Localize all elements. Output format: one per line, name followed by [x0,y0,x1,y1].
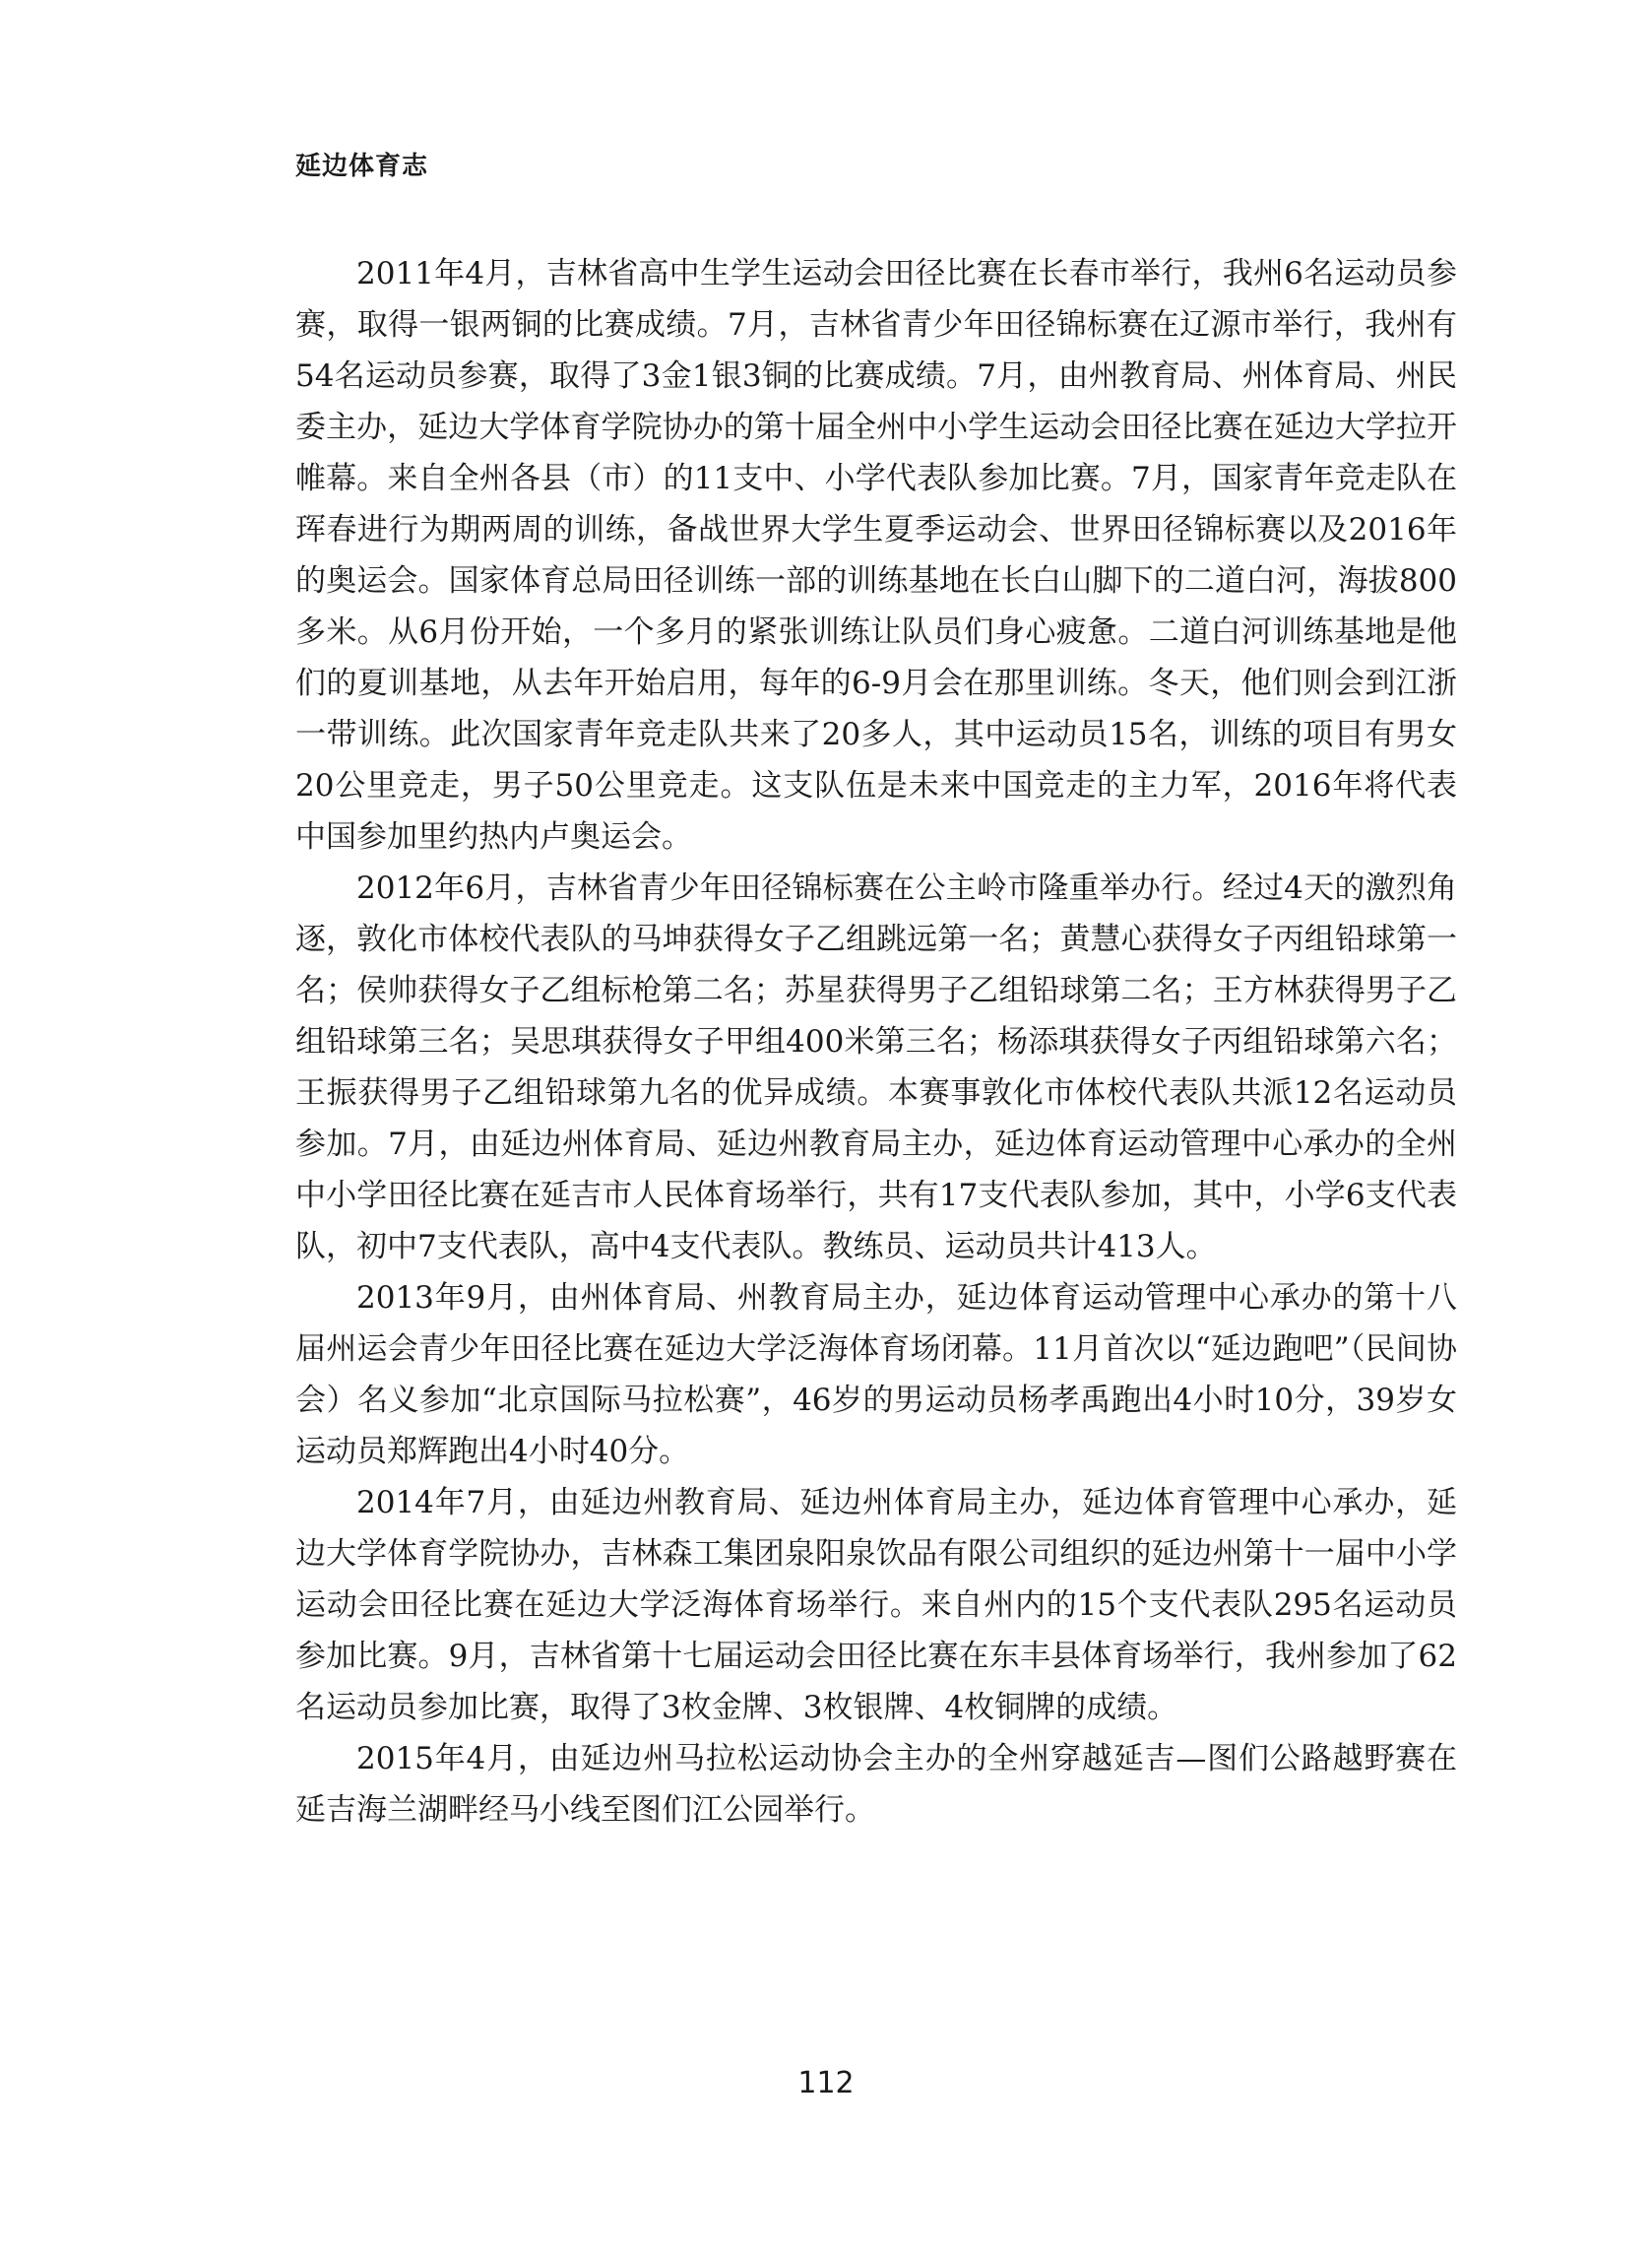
body-text [295,248,1457,1836]
running-header: 延边体育志 [295,152,429,181]
page-number: 112 [797,2066,855,2100]
paragraph-2014: 2014年7月，由延边州教育局、延边州体育局主办，延边体育管理中心承办，延边大学体育学院协办，吉林森工集团泉阳泉饮品有限公司组织的延边州第十一届中小学运动会田径比赛在延边大学泛海体育场举行。来自州内的15个支代表队295名运动员参加比赛。9月，吉林省第十七届运动会田径比赛在东丰县体育场举行，我州参加了62名运动员参加比赛，取得了3枚金牌、3枚银牌、4枚铜牌的成绩。 [295,1485,1457,1725]
paragraph-2011: 2011年4月，吉林省高中生学生运动会田径比赛在长春市举行，我州6名运动员参赛，取得一银两铜的比赛成绩。7月，吉林省青少年田径锦标赛在辽源市举行，我州有54名运动员参赛，取得了3金1银3铜的比赛成绩。7月，由州教育局、州体育局、州民委主办，延边大学体育学院协办的第十届全州中小学生运动会田径比赛在延边大学拉开帷幕。来自全州各县（市）的11支中、小学代表队参加比赛。7月，国家青年竞走队在珲春进行为期两周的训练，备战世界大学生夏季运动会、世界田径锦标赛以及2016年的奥运会。国家体育总局田径训练一部的训练基地在长白山脚下的二道白河，海拔800多米。从6月份开始，一个多月的紧张训练让队员们身心疲惫。二道白河训练基地是他们的夏训基地，从去年开始启用，每年的6-9月会在那里训练。冬天，他们则会到江浙一带训练。此次国家青年竞走队共来了20多人，其中运动员15名，训练的项目有男女20公里竞走，男子50公里竞走。这支队伍是未来中国竞走的主力军，2016年将代表中国参加里约热内卢奥运会。 [295,256,1457,855]
paragraph-2012: 2012年6月，吉林省青少年田径锦标赛在公主岭市隆重举办行。经过4天的激烈角逐，敦化市体校代表队的马坤获得女子乙组跳远第一名；黄慧心获得女子丙组铅球第一名；侯帅获得女子乙组标枪第二名；苏星获得男子乙组铅球第二名；王方林获得男子乙组铅球第三名；吴思琪获得女子甲组400米第三名；杨添琪获得女子丙组铅球第六名；王振获得男子乙组铅球第九名的优异成绩。本赛事敦化市体校代表队共派12名运动员参加。7月，由延边州体育局、延边州教育局主办，延边体育运动管理中心承办的全州中小学田径比赛在延吉市人民体育场举行，共有17支代表队参加，其中，小学6支代表队，初中7支代表队，高中4支代表队。教练员、运动员共计413人。 [295,871,1457,1264]
paragraph-2013: 2013年9月，由州体育局、州教育局主办，延边体育运动管理中心承办的第十八届州运会青少年田径比赛在延边大学泛海体育场闭幕。11月首次以“延边跑吧”（民间协会）名义参加“北京国际马拉松赛”，46岁的男运动员杨孝禹跑出4小时10分，39岁女运动员郑辉跑出4小时40分。 [295,1280,1457,1469]
paragraph-2015: 2015年4月，由延边州马拉松运动协会主办的全州穿越延吉—图们公路越野赛在延吉海兰湖畔经马小线至图们江公园举行。 [295,1741,1457,1828]
